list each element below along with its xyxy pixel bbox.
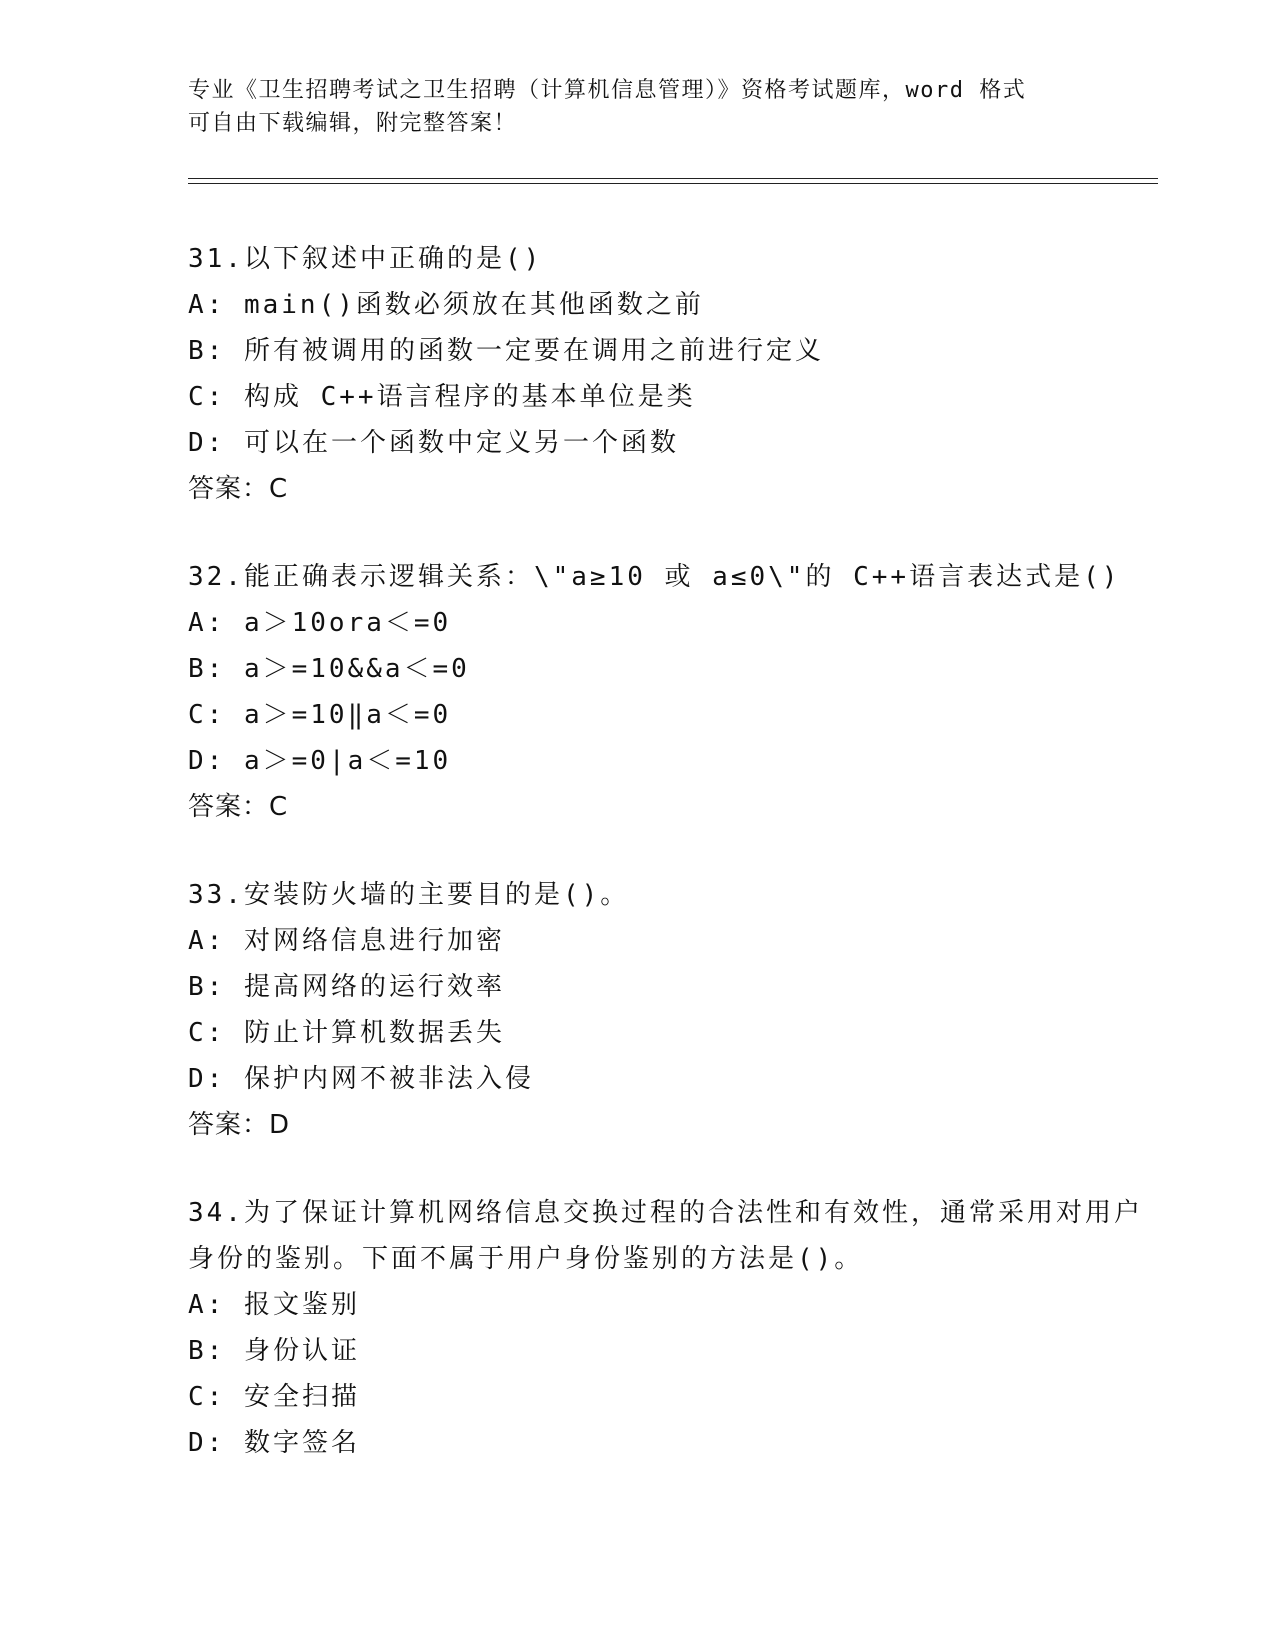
question-title: 32.能正确表示逻辑关系：\"a≥10 或 a≤0\"的 C++语言表达式是() [188, 562, 1121, 592]
question-33 [188, 872, 1148, 1148]
option-b: B: a＞=10&&a＜=0 [188, 654, 470, 684]
option-c: C: 安全扫描 [188, 1382, 360, 1412]
option-c: C: 防止计算机数据丢失 [188, 1018, 505, 1048]
option-b: B: 身份认证 [188, 1336, 360, 1366]
option-a: A: a＞10ora＜=0 [188, 608, 452, 638]
option-d: D: 可以在一个函数中定义另一个函数 [188, 428, 679, 458]
option-d: D: 保护内网不被非法入侵 [188, 1064, 534, 1094]
question-list [188, 236, 1148, 1508]
header-line-2: 可自由下载编辑，附完整答案！ [188, 111, 518, 136]
header-divider-bottom [188, 183, 1158, 184]
option-c: C: a＞=10‖a＜=0 [188, 700, 452, 730]
question-34 [188, 1190, 1148, 1466]
question-31 [188, 236, 1148, 512]
document-header [188, 74, 1078, 140]
option-c: C: 构成 C++语言程序的基本单位是类 [188, 382, 696, 412]
answer: 答案：C [188, 474, 289, 504]
option-a: A: 对网络信息进行加密 [188, 926, 505, 956]
answer: 答案：C [188, 792, 289, 822]
header-divider-top [188, 178, 1158, 179]
question-title: 34.为了保证计算机网络信息交换过程的合法性和有效性，通常采用对用户身份的鉴别。下面不属于用户身份鉴别的方法是()。 [188, 1198, 1143, 1274]
option-a: A: 报文鉴别 [188, 1290, 360, 1320]
question-title: 31.以下叙述中正确的是() [188, 244, 543, 274]
option-d: D: 数字签名 [188, 1428, 360, 1458]
option-b: B: 提高网络的运行效率 [188, 972, 505, 1002]
answer: 答案：D [188, 1110, 291, 1140]
question-title: 33.安装防火墙的主要目的是()。 [188, 880, 630, 910]
option-d: D: a＞=0|a＜=10 [188, 746, 452, 776]
option-b: B: 所有被调用的函数一定要在调用之前进行定义 [188, 336, 824, 366]
question-32 [188, 554, 1148, 830]
option-a: A: main()函数必须放在其他函数之前 [188, 290, 704, 320]
header-line-1: 专业《卫生招聘考试之卫生招聘（计算机信息管理）》资格考试题库，word 格式 [188, 78, 1027, 103]
